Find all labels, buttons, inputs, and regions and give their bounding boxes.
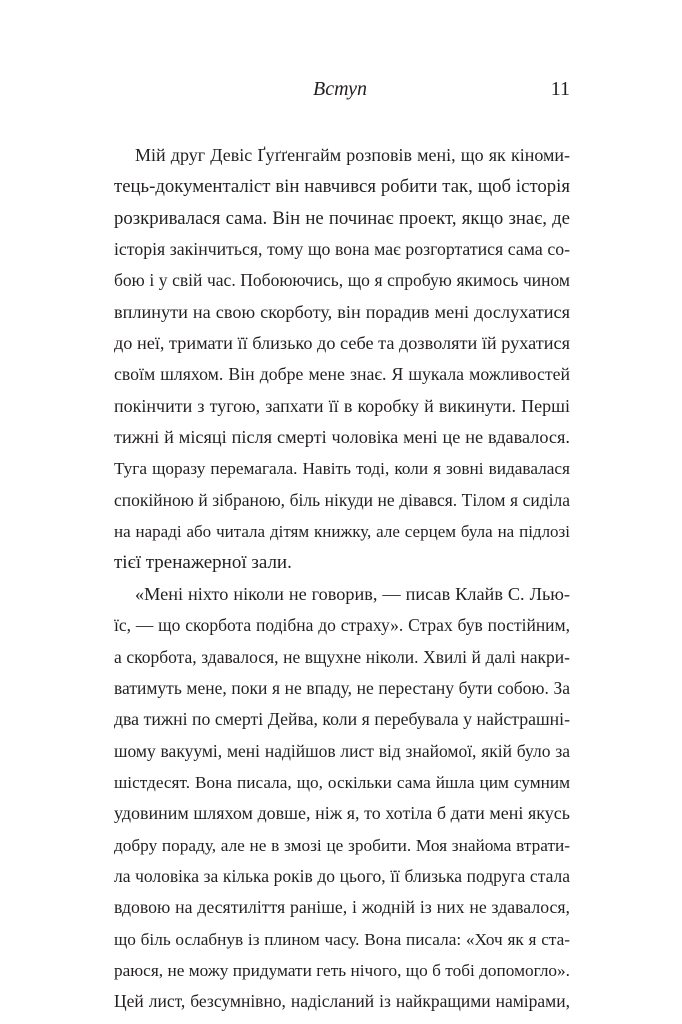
- text-line: шістдесят. Вона писала, що, оскільки сама йшла цим сумним: [114, 772, 570, 792]
- text-line: на нараді або читала дітям книжку, але серцем була на підлозі: [114, 522, 570, 542]
- text-line: їс, — що скорбота подібна до страху». Страх був постійним,: [114, 615, 570, 636]
- page-number: 11: [550, 78, 570, 100]
- section-title: Вступ: [313, 78, 367, 100]
- text-line: розкривалася сама. Він не починає проект, якщо знає, де: [114, 207, 570, 229]
- text-line: вплинути на свою скорботу, він порадив мені дослухатися: [114, 301, 570, 322]
- text-line: бою і у свій час. Побоюючись, що я спробую якимось чином: [114, 270, 570, 291]
- text-line: своїм шляхом. Він добре мене знає. Я шукала можливостей: [114, 364, 570, 385]
- text-line: вдовою на десятиліття раніше, і жодній із них не здавалося,: [114, 897, 570, 918]
- text-line: «Мені ніхто ніколи не говорив, — писав Клайв С. Лью-: [135, 583, 570, 604]
- text-line: два тижні по смерті Дейва, коли я перебувала у найстрашні-: [114, 709, 570, 730]
- text-line: удовиним шляхом довше, ніж я, то хотіла б дати мені якусь: [114, 803, 570, 824]
- body-text: [114, 140, 570, 1018]
- running-header: [110, 74, 570, 104]
- text-line: покінчити з тугою, запхати її в коробку й викинути. Перші: [114, 395, 570, 416]
- text-line: тець-документаліст він навчився робити так, щоб історія: [114, 176, 570, 198]
- text-line: тієї тренажерної зали.: [114, 552, 292, 574]
- text-line: тижні й місяці після смерті чоловіка мені це не вдавалося.: [114, 427, 570, 448]
- text-line: до неї, тримати її близько до себе та дозволяти їй рухатися: [114, 333, 570, 354]
- text-line: Мій друг Девіс Ґуґґенгайм розповів мені, що як кіноми-: [135, 145, 570, 165]
- text-line: Туга щоразу перемагала. Навіть тоді, коли я зовні видавалася: [114, 459, 570, 479]
- text-line: Цей лист, безсумнівно, надісланий із найкращими намірами,: [114, 991, 570, 1012]
- text-line: раюся, не можу придумати геть нічого, що б тобі допомогло».: [114, 960, 570, 980]
- text-line: що біль ослабнув із плином часу. Вона писала: «Хоч як я ста-: [114, 929, 570, 949]
- text-line: спокійною й зібраною, біль нікуди не дівався. Тілом я сиділа: [114, 489, 570, 510]
- text-line: шому вакуумі, мені надійшов лист від знайомої, якій було за: [114, 740, 570, 761]
- text-line: добру пораду, але не в змозі це зробити. Моя знайома втрати-: [114, 835, 570, 855]
- text-line: ватимуть мене, поки я не впаду, не перестану бути собою. За: [114, 677, 570, 698]
- text-line: ла чоловіка за кілька років до цього, її близька подруга стала: [114, 865, 570, 886]
- text-line: а скорбота, здавалося, не вщухне ніколи. Хвилі й далі накри-: [114, 646, 570, 667]
- text-line: історія закінчиться, тому що вона має розгортатися сама со-: [114, 239, 570, 260]
